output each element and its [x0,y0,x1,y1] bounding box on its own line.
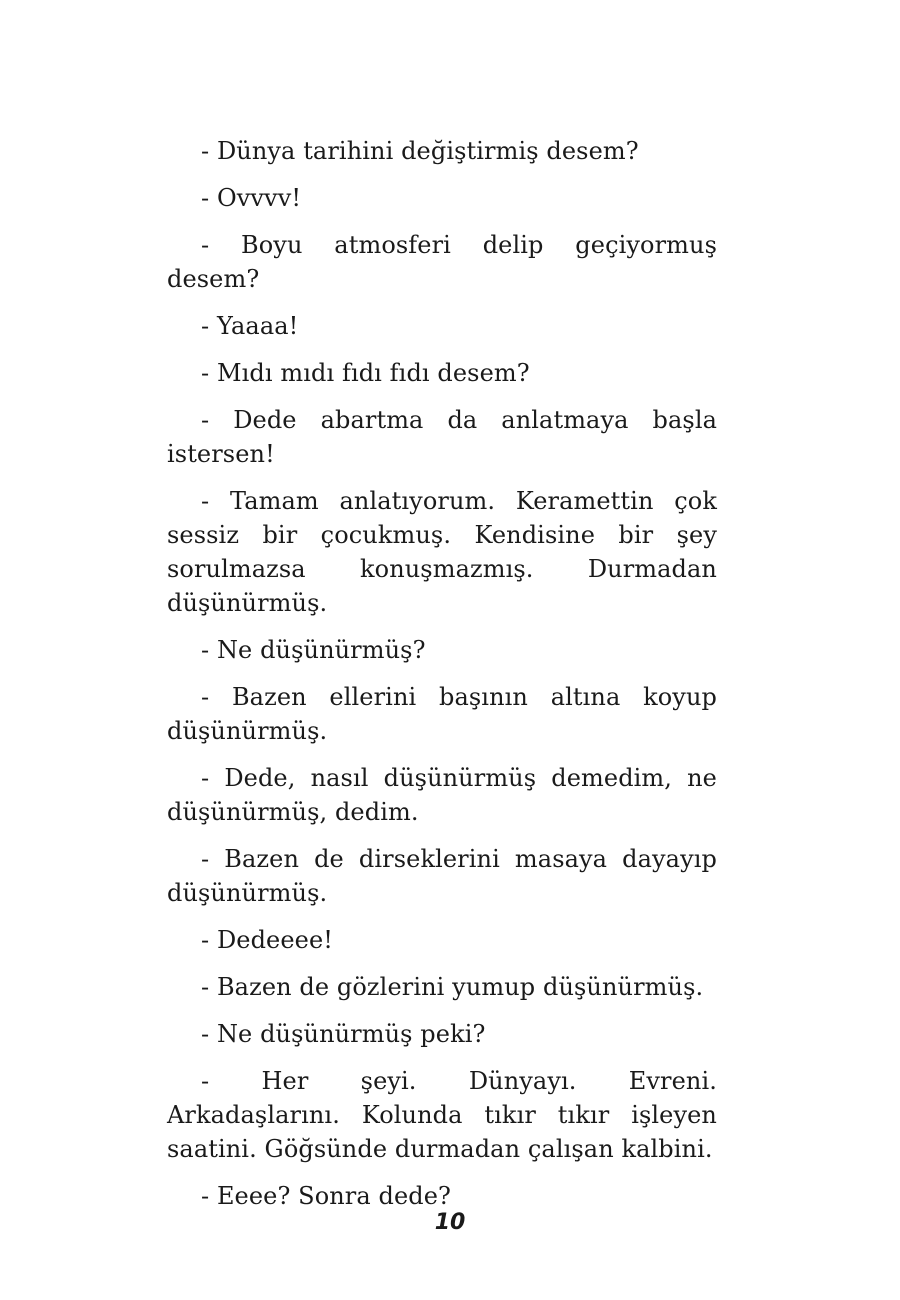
paragraph: - Ne düşünürmüş peki? [201,1020,486,1048]
paragraph: - Dede, nasıl düşünürmüş demedim, ne düşünürmüş, dedim. [167,764,717,826]
paragraph: - Ne düşünürmüş? [201,636,426,664]
paragraph: - Her şeyi. Dünyayı. Evreni. Arkadaşlarını. Kolunda tıkır tıkır işleyen saatini. Göğsünde durmadan çalışan kalbini. [167,1067,717,1163]
paragraph: - Bazen de dirseklerini masaya dayayıp düşünürmüş. [167,845,717,907]
paragraph: - Eeee? Sonra dede? [201,1182,452,1210]
paragraph: - Dede abartma da anlatmaya başla istersen! [167,406,717,468]
paragraph: - Tamam anlatıyorum. Keramettin çok sessiz bir çocukmuş. Kendisine bir şey sorulmazsa konuşmazmış. Durmadan düşünürmüş. [167,487,717,617]
paragraph: - Bazen ellerini başının altına koyup düşünürmüş. [167,683,717,745]
paragraph: - Dedeeee! [201,926,334,954]
page-number: 10 [434,1210,466,1235]
paragraph: - Mıdı mıdı fıdı fıdı desem? [201,359,530,387]
paragraph: - Yaaaa! [201,312,299,340]
paragraph: - Dünya tarihini değiştirmiş desem? [201,137,639,165]
paragraph: - Ovvvv! [201,184,302,212]
paragraph: - Boyu atmosferi delip geçiyormuş desem? [167,231,717,293]
body-text [167,134,717,1226]
paragraph: - Bazen de gözlerini yumup düşünürmüş. [201,973,704,1001]
